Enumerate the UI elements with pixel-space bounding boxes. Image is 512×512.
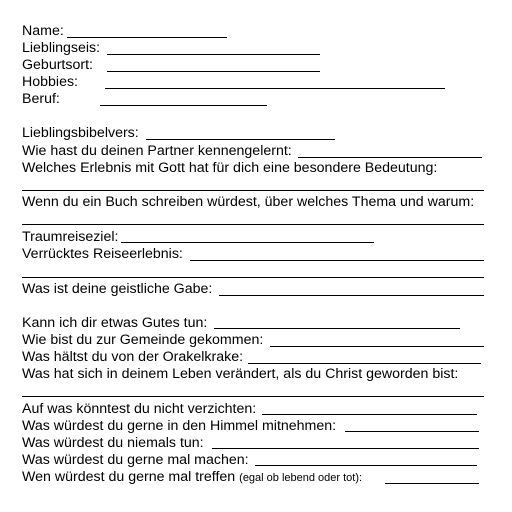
beruf-label: Beruf:: [22, 91, 60, 107]
geburtsort-label: Geburtsort:: [22, 57, 93, 73]
lieblingsbibelvers-field[interactable]: [146, 139, 335, 140]
verzichten-field[interactable]: [262, 414, 477, 415]
gabe-field[interactable]: [219, 295, 484, 296]
gabe-label: Was ist deine geistliche Gabe:: [22, 281, 213, 297]
treffen-label: Wen würdest du gerne mal treffen: [22, 469, 236, 485]
name-field[interactable]: [67, 37, 227, 38]
hobbies-field[interactable]: [105, 88, 445, 89]
verzichten-label: Auf was könntest du nicht verzichten:: [22, 401, 257, 417]
lieblingseis-field[interactable]: [107, 54, 320, 55]
geburtsort-field[interactable]: [107, 71, 320, 72]
machen-label: Was würdest du gerne mal machen:: [22, 452, 249, 468]
buch-field[interactable]: [22, 224, 484, 225]
reiseerlebnis-field-2[interactable]: [22, 277, 484, 278]
veraendert-label: Was hat sich in deinem Leben verändert, als du Christ geworden bist:: [22, 366, 459, 382]
niemals-field[interactable]: [212, 448, 479, 449]
treffen-row: [22, 468, 362, 486]
gemeinde-label: Wie bist du zur Gemeinde gekommen:: [22, 332, 264, 348]
erlebnis-field[interactable]: [22, 190, 484, 191]
niemals-label: Was würdest du niemals tun:: [22, 435, 204, 451]
traumreiseziel-field[interactable]: [121, 242, 374, 243]
partner-field[interactable]: [298, 157, 482, 158]
partner-label: Wie hast du deinen Partner kennengelernt:: [22, 143, 292, 159]
gutes-field[interactable]: [214, 328, 460, 329]
orakelkrake-label: Was hältst du von der Orakelkrake:: [22, 349, 244, 365]
name-label: Name:: [22, 23, 64, 39]
lieblingseis-label: Lieblingseis:: [22, 40, 101, 56]
himmel-label: Was würdest du gerne in den Himmel mitnehmen:: [22, 418, 337, 434]
erlebnis-label: Welches Erlebnis mit Gott hat für dich eine besondere Bedeutung:: [22, 160, 438, 176]
veraendert-field[interactable]: [22, 396, 484, 397]
hobbies-label: Hobbies:: [22, 74, 78, 90]
reiseerlebnis-field[interactable]: [190, 260, 484, 261]
lieblingsbibelvers-label: Lieblingsbibelvers:: [22, 125, 139, 141]
beruf-field[interactable]: [100, 105, 267, 106]
himmel-field[interactable]: [345, 431, 479, 432]
orakelkrake-field[interactable]: [248, 363, 481, 364]
gemeinde-field[interactable]: [270, 346, 484, 347]
gutes-label: Kann ich dir etwas Gutes tun:: [22, 315, 208, 331]
reiseerlebnis-label: Verrücktes Reiseerlebnis:: [22, 246, 183, 262]
treffen-note: (egal ob lebend oder tot):: [239, 472, 363, 484]
buch-label: Wenn du ein Buch schreiben würdest, über welches Thema und warum:: [22, 194, 475, 210]
machen-field[interactable]: [255, 465, 477, 466]
traumreiseziel-label: Traumreiseziel:: [22, 229, 119, 245]
treffen-field[interactable]: [385, 483, 479, 484]
